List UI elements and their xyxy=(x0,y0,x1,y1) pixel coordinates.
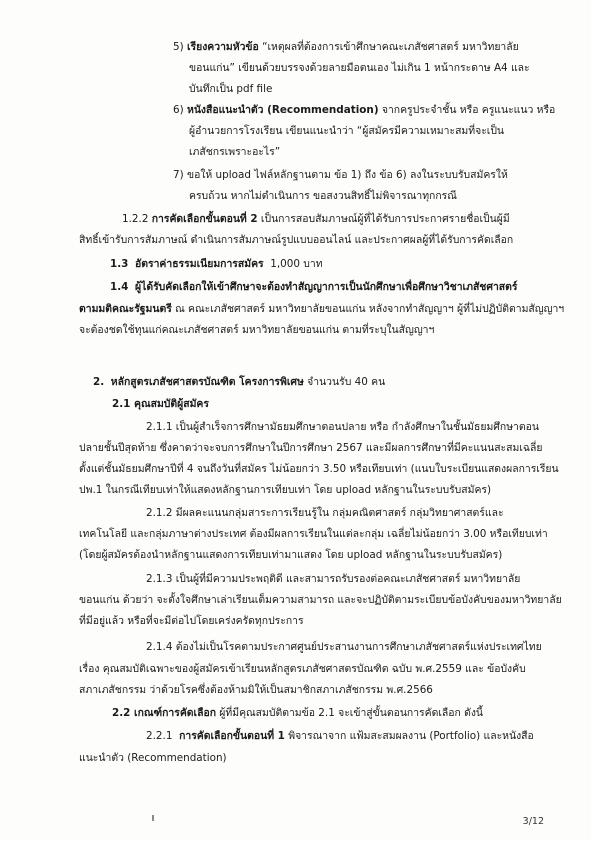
para-2-1-3-line-2: ขอนแก่น ด้วยว่า จะตั้งใจศึกษาเล่าเรียนเต็มความสามารถ และจะปฏิบัติตามระเบียบข้อบังคับของมหาวิทยาลัย xyxy=(79,594,562,606)
para-2-1-1-line-4: ปพ.1 ในกรณีเทียบเท่าให้แสดงหลักฐานการเทียบเท่า โดย upload หลักฐานในระบบรับสมัคร) xyxy=(79,484,492,496)
para-2-1-1-line-1: 2.1.1 เป็นผู้สำเร็จการศึกษามัธยมศึกษาตอนปลาย หรือ กำลังศึกษาในชั้นมัธยมศึกษาตอน xyxy=(146,421,539,433)
item-5-line-3: บันทึกเป็น pdf file xyxy=(189,83,273,95)
item-6-line-2: ผู้อำนวยการโรงเรียน เขียนแนะนำว่า “ผู้สมัครมีความเหมาะสมที่จะเป็น xyxy=(189,125,505,137)
section-2-heading: 2. หลักสูตรเภสัชศาสตรบัณฑิต โครงการพิเศษ จำนวนรับ 40 คน xyxy=(93,376,386,388)
item-7-line-2: ครบถ้วน หากไม่ดำเนินการ ขอสงวนสิทธิ์ไม่พิจารณาทุกกรณี xyxy=(189,190,457,202)
item-7-line-1: 7) ขอให้ upload ไฟล์หลักฐานตาม ข้อ 1) ถึง ข้อ 6) ลงในระบบรับสมัครให้ xyxy=(173,169,508,181)
section-1-2-2-line-2: สิทธิ์เข้ารับการสัมภาษณ์ ดำเนินการสัมภาษณ์รูปแบบออนไลน์ และประกาศผลผู้ที่ได้รับการคัดเลือก xyxy=(79,234,514,246)
item-6-line-1: 6) หนังสือแนะนำตัว (Recommendation) จากครูประจำชั้น หรือ ครูแนะแนว หรือ xyxy=(173,104,556,116)
para-2-1-2-line-3: (โดยผู้สมัครต้องนำหลักฐานแสดงการเทียบเท่ามาแสดง โดย upload หลักฐานในระบบรับสมัคร) xyxy=(79,549,503,561)
scan-mark xyxy=(152,815,154,821)
section-1-3: 1.3 อัตราค่าธรรมเนียมการสมัคร 1,000 บาท xyxy=(110,258,323,270)
para-2-1-2-line-1: 2.1.2 มีผลคะแนนกลุ่มสาระการเรียนรู้ใน กลุ่มคณิตศาสตร์ กลุ่มวิทยาศาสตร์และ xyxy=(146,507,504,519)
para-2-2-1-line-1: 2.2.1 การคัดเลือกขั้นตอนที่ 1 พิจารณาจาก แฟ้มสะสมผลงาน (Portfolio) และหนังสือ xyxy=(146,730,534,742)
para-2-1-4-line-1: 2.1.4 ต้องไม่เป็นโรคตามประกาศศูนย์ประสานงานการศึกษาเภสัชศาสตร์แห่งประเทศไทย xyxy=(146,641,542,653)
page-number: 3/12 xyxy=(522,816,544,827)
para-2-1-1-line-2: ปลายชั้นปีสุดท้าย ซึ่งคาดว่าจะจบการศึกษาในปีการศึกษา 2567 และมีผลการศึกษาที่มีคะแนนสะสมเฉลี่ย xyxy=(79,442,543,454)
para-2-1-2-line-2: เทคโนโลยี และกลุ่มภาษาต่างประเทศ ต้องมีผลการเรียนในแต่ละกลุ่ม เฉลี่ยไม่น้อยกว่า 3.00 หรือเทียบเท่า xyxy=(79,528,548,540)
item-5-line-2: ขอนแก่น” เขียนด้วยบรรจงด้วยลายมือตนเอง ไม่เกิน 1 หน้ากระดาษ A4 และ xyxy=(189,62,530,74)
para-2-1-4-line-3: สภาเภสัชกรรม ว่าด้วยโรคซึ่งต้องห้ามมิให้เป็นสมาชิกสภาเภสัชกรรม พ.ศ.2566 xyxy=(79,684,433,696)
para-2-1-1-line-3: ตั้งแต่ชั้นมัธยมศึกษาปีที่ 4 จนถึงวันที่สมัคร ไม่น้อยกว่า 3.50 หรือเทียบเท่า (แนบใบระเบียนแสดงผลการเรียน xyxy=(79,463,559,475)
item-5-line-1: 5) เรียงความหัวข้อ “เหตุผลที่ต้องการเข้าศึกษาคณะเภสัชศาสตร์ มหาวิทยาลัย xyxy=(173,41,519,53)
para-2-2-1-line-2: แนะนำตัว (Recommendation) xyxy=(79,752,227,764)
section-2-1-heading: 2.1 คุณสมบัติผู้สมัคร xyxy=(112,398,209,410)
section-1-4-line-3: จะต้องชดใช้ทุนแก่คณะเภสัชศาสตร์ มหาวิทยาลัยขอนแก่น ตามที่ระบุในสัญญาฯ xyxy=(79,324,435,336)
section-1-4-line-2: ตามมติคณะรัฐมนตรี ณ คณะเภสัชศาสตร์ มหาวิทยาลัยขอนแก่น หลังจากทำสัญญาฯ ผู้ที่ไม่ปฏิบัติตามสัญญาฯ xyxy=(79,303,565,315)
para-2-1-4-line-2: เรื่อง คุณสมบัติเฉพาะของผู้สมัครเข้าเรียนหลักสูตรเภสัชศาสตรบัณฑิต ฉบับ พ.ศ.2559 และ ข้อบังคับ xyxy=(79,663,526,675)
section-1-2-2-line-1: 1.2.2 การคัดเลือกขั้นตอนที่ 2 เป็นการสอบสัมภาษณ์ผู้ที่ได้รับการประกาศรายชื่อเป็นผู้มี xyxy=(122,213,510,225)
section-2-2-line-1: 2.2 เกณฑ์การคัดเลือก ผู้ที่มีคุณสมบัติตามข้อ 2.1 จะเข้าสู่ขั้นตอนการคัดเลือก ดังนี้ xyxy=(112,707,484,719)
section-1-4-line-1: 1.4 ผู้ได้รับคัดเลือกให้เข้าศึกษาจะต้องทำสัญญาการเป็นนักศึกษาเพื่อศึกษาวิชาเภสัชศาสตร์ xyxy=(110,281,518,293)
para-2-1-3-line-3: ที่มีอยู่แล้ว หรือที่จะมีต่อไปโดยเคร่งครัดทุกประการ xyxy=(79,615,304,627)
para-2-1-3-line-1: 2.1.3 เป็นผู้ที่มีความประพฤติดี และสามารถรับรองต่อคณะเภสัชศาสตร์ มหาวิทยาลัย xyxy=(146,573,521,585)
item-6-line-3: เภสัชกรเพราะอะไร” xyxy=(189,146,281,158)
